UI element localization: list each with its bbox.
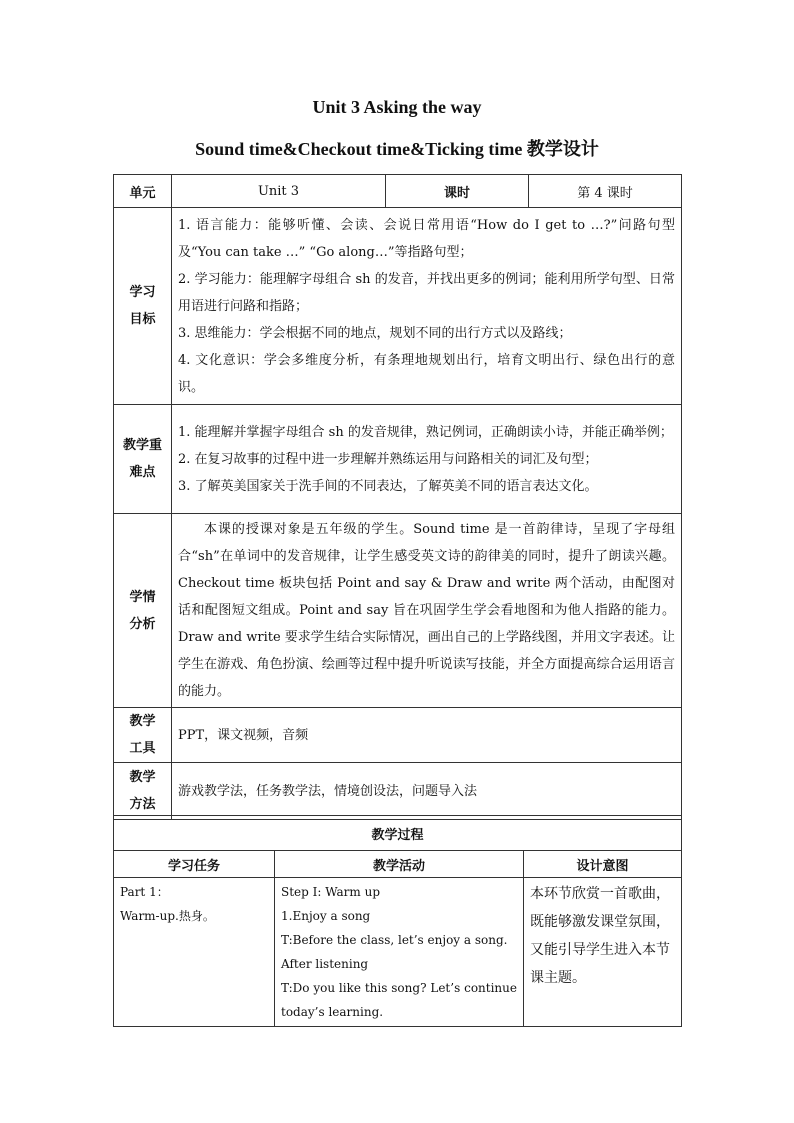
col-activity-header: 教学活动	[275, 851, 524, 878]
objective-item: 1. 语言能力：能够听懂、会读、会说日常用语“How do I get to …?”问路句型及“You can take …” “Go along…”等指路句型；	[178, 217, 675, 260]
period-label: 课时	[386, 175, 529, 208]
key-points-label: 教学重难点	[114, 405, 172, 514]
objectives-label: 学习目标	[114, 208, 172, 405]
tools-label: 教学工具	[114, 708, 172, 763]
activity-cell: Step I: Warm up 1.Enjoy a song T:Before the class, let’s enjoy a song. After listening T:Do you like this song? Let’s continue today’s learning.	[275, 878, 524, 1027]
key-point-item: 2. 在复习故事的过程中进一步理解并熟练运用与问路相关的词汇及句型；	[178, 451, 598, 467]
analysis-content	[172, 514, 682, 708]
period-value: 第 4 课时	[529, 175, 682, 208]
document-subtitle: Sound time&Checkout time&Ticking time 教学设计	[195, 139, 599, 159]
col-design-header: 设计意图	[524, 851, 682, 878]
key-point-item: 1. 能理解并掌握字母组合 sh 的发音规律，熟记例词，正确朗读小诗，并能正确举例；	[178, 424, 673, 440]
objective-item: 2. 学习能力：能理解字母组合 sh 的发音，并找出更多的例词；能利用所学句型、日常用语进行问路和指路；	[178, 271, 675, 314]
analysis-label: 学情分析	[114, 514, 172, 708]
methods-content: 游戏教学法，任务教学法，情境创设法，问题导入法	[172, 763, 682, 820]
design-cell: 本环节欣赏一首歌曲，既能够激发课堂氛围，又能引导学生进入本节课主题。	[524, 878, 682, 1027]
unit-label: 单元	[114, 175, 172, 208]
analysis-text: 本课的授课对象是五年级的学生。Sound time 是一首韵律诗，呈现了字母组合“sh”在单词中的发音规律，让学生感受英文诗的韵律美的同时，提升了朗读兴趣。Checkout time 板块包括 Point and say & Draw and write 两个活动，由配图对话和配图短文组成。Point and say 旨在巩固学生学会看地图和为他人指路的能力。Draw and write 要求学生结合实际情况，画出自己的上学路线图，并用文字表述。让学生在游戏、角色扮演、绘画等过程中提升听说读写技能，并全方面提高综合运用语言的能力。	[178, 522, 675, 699]
lesson-info-table	[113, 174, 682, 820]
document-title: Unit 3 Asking the way	[312, 97, 482, 117]
objective-item: 4. 文化意识：学会多维度分析，有条理地规划出行，培育文明出行、绿色出行的意识。	[178, 352, 675, 395]
unit-value: Unit 3	[172, 175, 386, 208]
tools-content: PPT，课文视频，音频	[172, 708, 682, 763]
methods-label: 教学方法	[114, 763, 172, 820]
process-heading: 教学过程	[114, 816, 682, 851]
teaching-process-table	[113, 815, 682, 1027]
col-task-header: 学习任务	[114, 851, 275, 878]
objectives-content	[172, 208, 682, 405]
objective-item: 3. 思维能力：学会根据不同的地点，规划不同的出行方式以及路线；	[178, 325, 572, 341]
key-point-item: 3. 了解英美国家关于洗手间的不同表达，了解英美不同的语言表达文化。	[178, 478, 598, 494]
task-cell: Part 1： Warm-up.热身。	[114, 878, 275, 1027]
key-points-content	[172, 405, 682, 514]
table-row	[114, 878, 682, 1027]
